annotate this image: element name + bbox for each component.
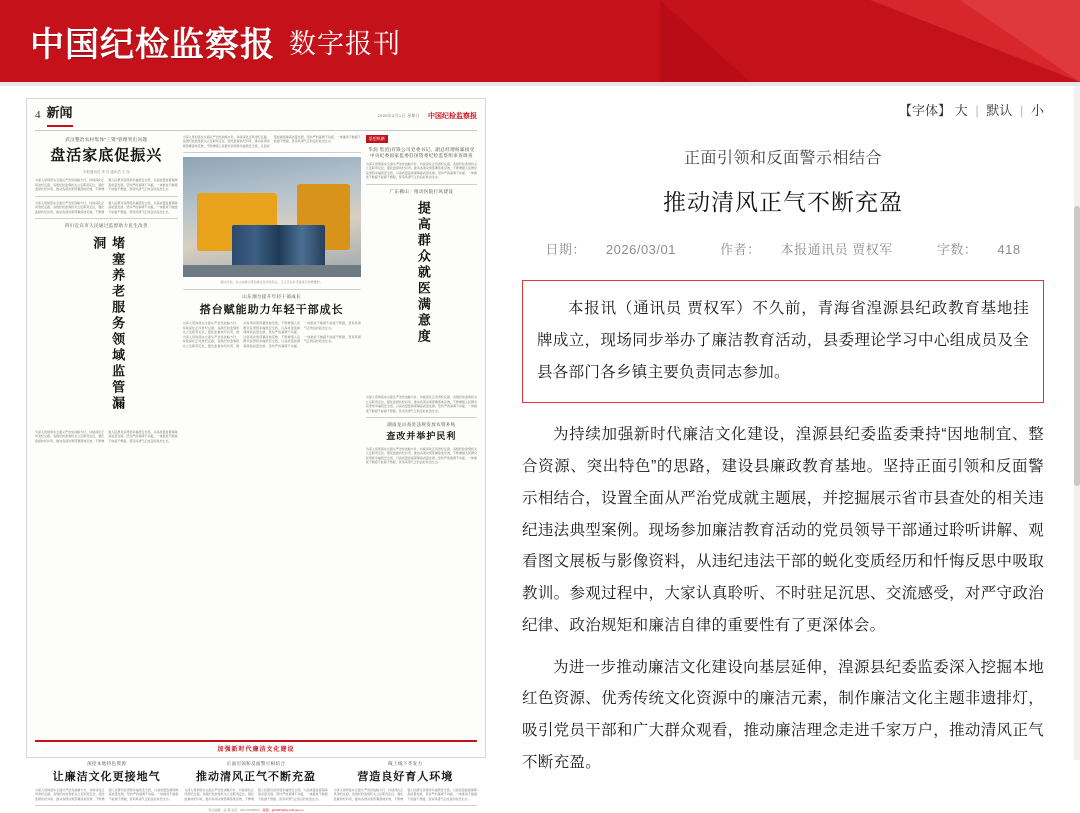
col1-headline: 盘活家底促振兴 — [50, 146, 163, 165]
col3-vertical-kicker: 广东佛山：推动医院行风建设 — [389, 188, 454, 194]
bottom-article-2-text: 为深入贯彻落实全面从严治党战略方针，持续深化正风肃纪反腐，各级纪检监察机关立足职责定位，强化监督执纪问责，推动各项决策部署落地见效，不断增强人民群众获得感幸福感安全感，以高质量监督保障高质量发展。坚持严的基调不动摇，一体推进不敢腐不能腐不想腐，营造风清气正的良好政治生态。 — [184, 787, 328, 801]
brand-title: 中国纪检监察报 — [30, 24, 275, 65]
font-size-controls — [522, 100, 1044, 119]
col2-body-text-2: 为深入贯彻落实全面从严治党战略方针，持续深化正风肃纪反腐，各级纪检监察机关立足职责定位，强化监督执纪问责，推动各项决策部署落地见效，不断增强人民群众获得感幸福感安全感，以高质量监督保障高质量发展。坚持严的基调不动摇，一体推进不敢腐不能腐不想腐，营造风清气正的良好政治生态。 — [182, 334, 361, 348]
col3-divider-1 — [366, 184, 477, 185]
photo-people-group — [232, 225, 325, 271]
article-date-value: 2026/03/01 — [605, 242, 676, 257]
newspaper-page-header — [35, 105, 477, 131]
bottom-article-3-text: 为深入贯彻落实全面从严治党战略方针，持续深化正风肃纪反腐，各级纪检监察机关立足职责定位，强化监督执纪问责，推动各项决策部署落地见效，不断增强人民群众获得感幸福感安全感，以高质量监督保障高质量发展。坚持严的基调不动摇，一体推进不敢腐不能腐不想腐，营造风清气正的良好政治生态。 — [333, 787, 477, 801]
article-column — [500, 86, 1080, 771]
bottom-section-label: 加强新时代廉洁文化建设 — [217, 746, 295, 753]
newspaper-logo: 中国纪检监察报 — [428, 110, 477, 120]
article-title: 推动清风正气不断充盈 — [663, 189, 903, 215]
newspaper-column-2 — [183, 135, 361, 735]
bottom-article-1-headline: 让廉洁文化更接地气 — [52, 770, 161, 784]
bottom-article-1-text: 为深入贯彻落实全面从严治党战略方针，持续深化正风肃纪反腐，各级纪检监察机关立足职责定位，强化监督执纪问责，推动各项决策部署落地见效，不断增强人民群众获得感幸福感安全感，以高质量监督保障高质量发展。坚持严的基调不动摇，一体推进不敢腐不能腐不想腐，营造风清气正的良好政治生态。 — [35, 787, 179, 801]
newspaper-date-line: 2026年3月1日 星期日 — [377, 113, 420, 119]
bottom-three-articles — [35, 759, 477, 802]
bottom-article-3 — [334, 759, 477, 802]
bottom-section-divider — [35, 740, 477, 742]
col1-body-text: 为深入贯彻落实全面从严治党战略方针，持续深化正风肃纪反腐，各级纪检监察机关立足职责定位，强化监督执纪问责，推动各项决策部署落地见效，不断增强人民群众获得感幸福感安全感，以高质量监督保障高质量发展。坚持严的基调不动摇，一体推进不敢腐不能腐不想腐，营造风清气正的良好政治生态。 — [35, 178, 178, 192]
article-wordcount-value: 418 — [997, 242, 1021, 257]
col2-sub-headline: 搭台赋能助力年轻干部成长 — [199, 303, 344, 317]
footer-email-value: jjjbz007@by.ccdi.gov.cn — [271, 808, 304, 813]
col1-divider-1 — [35, 196, 178, 197]
col2-body-text-1: 为深入贯彻落实全面从严治党战略方针，持续深化正风肃纪反腐，各级纪检监察机关立足职责定位，强化监督执纪问责，推动各项决策部署落地见效，不断增强人民群众获得感幸福感安全感，以高质量监督保障高质量发展。坚持严的基调不动摇，一体推进不敢腐不能腐不想腐，营造风清气正的良好政治生态。 — [182, 321, 361, 335]
col1-divider-2 — [35, 218, 178, 219]
col3-right-kicker: 湖南龙山查处违规发放农资补贴 — [387, 422, 456, 428]
article-lead-highlight — [522, 280, 1044, 403]
newspaper-section-title: 新闻 — [47, 105, 73, 127]
main-content — [0, 86, 1080, 813]
bottom-article-2[interactable] — [184, 759, 327, 802]
article-author — [710, 242, 903, 257]
font-size-label: 【字体】 — [899, 103, 952, 118]
col3-right-headline: 查改并举护民利 — [386, 431, 457, 442]
col3-body-text-1: 为深入贯彻落实全面从严治党战略方针，持续深化正风肃纪反腐，各级纪检监察机关立足职责定位，强化监督执纪问责，推动各项决策部署落地见效，不断增强人民群众获得感幸福感安全感，以高质量监督保障高质量发展。坚持严的基调不动摇，一体推进不敢腐不能腐不想腐，营造风清气正的良好政治生态。 — [365, 161, 477, 180]
bottom-article-1 — [35, 759, 178, 802]
col3-body-text-3: 为深入贯彻落实全面从严治党战略方针，持续深化正风肃纪反腐，各级纪检监察机关立足职责定位，强化监督执纪问责，推动各项决策部署落地见效，不断增强人民群众获得感幸福感安全感，以高质量监督保障高质量发展。坚持严的基调不动摇，一体推进不敢腐不能腐不想腐，营造风清气正的良好政治生态。 — [365, 446, 477, 465]
newspaper-photo — [183, 157, 361, 277]
bottom-article-3-kicker: 线上线下齐发力 — [388, 760, 423, 766]
page-scrollbar-track[interactable] — [1074, 86, 1080, 760]
article-author-label: 作者： — [720, 242, 761, 257]
col3-divider-2 — [366, 417, 477, 418]
bottom-article-2-headline: 推动清风正气不断充盈 — [195, 770, 316, 784]
bottom-article-2-kicker: 正面引领和反面警示相结合 — [226, 760, 286, 766]
col3-tag: 思想纵横 — [366, 135, 388, 143]
col2-divider-1 — [183, 289, 361, 290]
col2-divider-0 — [183, 152, 361, 153]
article-paragraph-2: 为进一步推动廉洁文化建设向基层延伸，湟源县纪委监委深入挖掘本地红色资源、优秀传统文化资源中的廉洁元素，制作廉洁文化主题非遗排灯，吸引党员干部和广大群众观看，推动廉洁理念走进千家万户，推动清风正气不断充盈。 — [522, 658, 1044, 771]
col1-body-text-2: 为深入贯彻落实全面从严治党战略方针，持续深化正风肃纪反腐，各级纪检监察机关立足职责定位，强化监督执纪问责，推动各项决策部署落地见效，不断增强人民群众获得感幸福感安全感，以高质量监督保障高质量发展。坚持严的基调不动摇，一体推进不敢腐不能腐不想腐，营造风清气正的良好政治生态。 — [35, 200, 178, 214]
page-scrollbar-thumb[interactable] — [1074, 206, 1080, 486]
newspaper-page-image[interactable] — [26, 98, 486, 813]
font-size-default-button[interactable]: 默认 — [986, 103, 1013, 118]
col2-sub-kicker: 山东烟台提升年轻干部成长 — [242, 293, 302, 299]
brand-subtitle: 数字报刊 — [289, 28, 401, 60]
article-author-value: 本报通讯员 贾权军 — [780, 242, 893, 257]
newspaper-footer — [35, 805, 477, 812]
col3-kicker: 华润 集团)有限公司党委书记、副总经理杨霖接受中央纪委国家监委驻国资委纪检监察组审查调查 — [368, 146, 475, 159]
article-date-label: 日期： — [545, 242, 586, 257]
article-paragraph-1: 为持续加强新时代廉洁文化建设，湟源县纪委监委秉持“因地制宜、整合资源、突出特色”的思路，建设县廉政教育基地。坚持正面引领和反面警示相结合，设置全面从严治党成就主题展，并挖掘展示省市县查处的相关违纪违法典型案例。现场参加廉洁教育活动的党员领导干部通过聆听讲解、观看图文展板与影像资料，从违纪违法干部的蜕化变质经历和忏悔反思中吸取教训。参观过程中，大家认真聆听、不时驻足沉思、交流感受，对严守政治纪律、政治规矩和廉洁自律的重要性有了更深体会。 — [522, 426, 1044, 634]
newspaper-column-1 — [35, 135, 178, 735]
photo-caption: 图为日前，在山东港口青岛港全自动化码头，工人正在对设备进行检修维护。 — [220, 280, 323, 285]
article-date — [535, 242, 686, 257]
col2-body-text-0: 为深入贯彻落实全面从严治党战略方针，持续深化正风肃纪反腐，各级纪检监察机关立足职责定位，强化监督执纪问责，推动各项决策部署落地见效，不断增强人民群众获得感幸福感安全感，以高质量监督保障高质量发展。坚持严的基调不动摇，一体推进不敢腐不能腐不想腐，营造风清气正的良好政治生态。 — [182, 134, 361, 148]
font-size-separator-2: | — [1019, 103, 1024, 118]
col1-body-text-3: 为深入贯彻落实全面从严治党战略方针，持续深化正风肃纪反腐，各级纪检监察机关立足职责定位，强化监督执纪问责，推动各项决策部署落地见效，不断增强人民群众获得感幸福感安全感，以高质量监督保障高质量发展。坚持严的基调不动摇，一体推进不敢腐不能腐不想腐，营造风清气正的良好政治生态。 — [35, 429, 178, 443]
photo-floor — [183, 265, 361, 277]
site-masthead — [0, 0, 1080, 82]
col3-body-text-2: 为深入贯彻落实全面从严治党战略方针，持续深化正风肃纪反腐，各级纪检监察机关立足职责定位，强化监督执纪问责，推动各项决策部署落地见效，不断增强人民群众获得感幸福感安全感，以高质量监督保障高质量发展。坚持严的基调不动摇，一体推进不敢腐不能腐不想腐，营造风清气正的良好政治生态。 — [365, 395, 477, 413]
newspaper-page-number: 4 — [35, 108, 41, 121]
article-kicker: 正面引领和反面警示相结合 — [683, 150, 882, 167]
col3-vertical-headline: 提高群众就医满意度 — [414, 201, 430, 346]
article-wordcount-label: 字数： — [936, 242, 978, 257]
bottom-article-3-headline: 营造良好育人环境 — [357, 770, 454, 784]
footer-left: 责任编辑：赵 强 电话：010-59799062 — [208, 808, 260, 813]
font-size-large-button[interactable]: 大 — [954, 103, 968, 118]
newspaper-page-column — [0, 86, 500, 813]
col1-vertical-headline: 堵塞养老服务领域监管漏洞 — [90, 235, 125, 412]
col1-vertical-kicker: 四川宜宾市人民通过监督助力民生改善 — [64, 223, 148, 229]
article-wordcount — [927, 242, 1031, 257]
bottom-article-1-kicker: 深挖本地特色资源 — [87, 760, 127, 766]
col1-byline: 本报通讯员 李 雪 通讯员 王 伟 — [82, 170, 130, 175]
font-size-separator-1: | — [975, 103, 979, 118]
font-size-small-button[interactable]: 小 — [1030, 103, 1044, 118]
col1-kicker: 武汉整治农村集体“三资”管理突出问题 — [65, 136, 148, 142]
newspaper-column-3 — [366, 135, 477, 735]
article-meta — [522, 239, 1044, 258]
article-lead-paragraph: 本报讯（通讯员 贾权军）不久前，青海省湟源县纪政教育基地挂牌成立，现场同步举办了廉洁教育活动，县委理论学习中心组成员及全县各部门各乡镇主要负责同志参加。 — [537, 300, 1029, 381]
footer-email-label: 邮箱： — [262, 808, 272, 813]
